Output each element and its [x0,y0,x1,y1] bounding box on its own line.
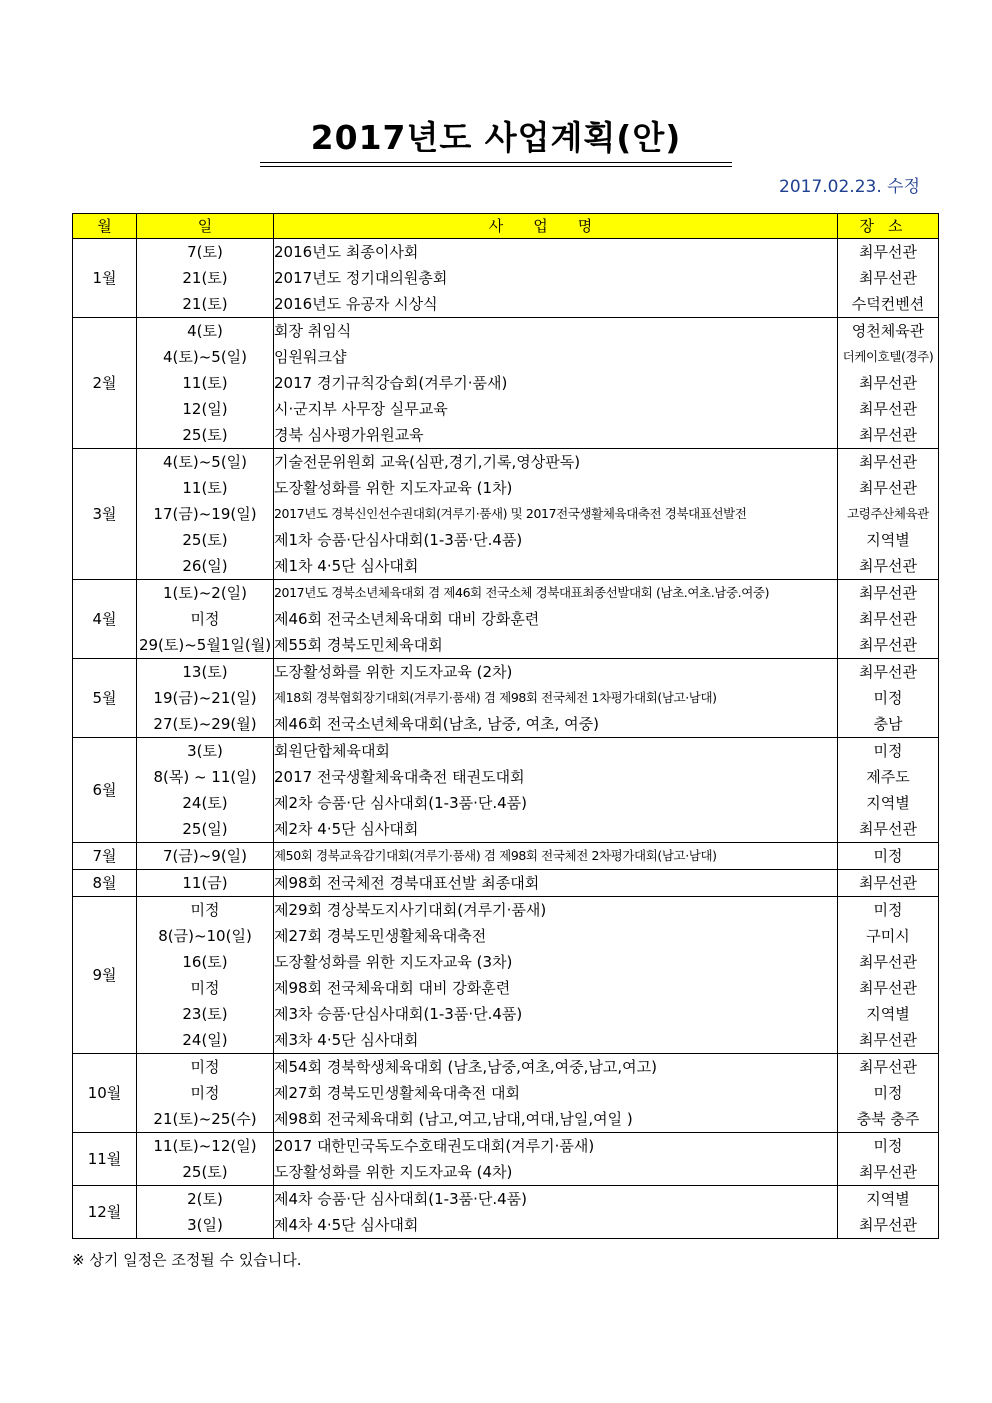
table-header-row [73,214,939,239]
event-cell: 회장 취임식 [274,318,838,345]
event-cell: 도장활성화를 위한 지도자교육 (2차) [274,659,838,686]
table-row [73,265,939,291]
event-cell: 제98회 전국체전 경북대표선발 최종대회 [274,870,838,897]
place-cell: 최무선관 [838,632,939,659]
day-cell: 4(토)~5(일) [137,344,274,370]
day-cell: 7(금)~9(일) [137,843,274,870]
table-row [73,580,939,607]
event-cell: 제2차 4·5단 심사대회 [274,816,838,843]
day-cell: 미정 [137,1054,274,1081]
event-cell: 2017년도 정기대의원총회 [274,265,838,291]
event-cell: 제98회 전국체육대회 (남고,여고,남대,여대,남일,여일 ) [274,1106,838,1133]
table-row [73,1133,939,1160]
place-cell: 최무선관 [838,949,939,975]
event-cell: 제98회 전국체육대회 대비 강화훈련 [274,975,838,1001]
event-cell: 제3차 승품·단심사대회(1-3품·단.4품) [274,1001,838,1027]
day-cell: 11(금) [137,870,274,897]
day-cell: 4(토) [137,318,274,345]
event-cell: 제4차 4·5단 심사대회 [274,1212,838,1239]
table-row [73,1027,939,1054]
event-cell: 제18회 경북협회장기대회(겨루기·품새) 겸 제98회 전국체전 1차평가대회(남고·남대) [274,685,838,711]
event-cell: 2017 전국생활체육대축전 태권도대회 [274,764,838,790]
title-underline-bottom [260,166,732,167]
event-cell: 제55회 경북도민체육대회 [274,632,838,659]
table-row [73,449,939,476]
table-row [73,843,939,870]
place-cell: 최무선관 [838,975,939,1001]
place-cell: 최무선관 [838,396,939,422]
day-cell: 1(토)~2(일) [137,580,274,607]
month-cell: 7월 [73,843,137,870]
event-cell: 2017년도 경북신인선수권대회(겨루기·품새) 및 2017전국생활체육대축전 경북대표선발전 [274,501,838,527]
place-cell: 최무선관 [838,1159,939,1186]
event-cell: 임원워크샵 [274,344,838,370]
table-row [73,738,939,765]
day-cell: 4(토)~5(일) [137,449,274,476]
place-cell: 최무선관 [838,265,939,291]
place-cell: 최무선관 [838,606,939,632]
event-cell: 제29회 경상북도지사기대회(겨루기·품새) [274,897,838,924]
month-cell: 2월 [73,318,137,449]
table-row [73,659,939,686]
place-cell: 구미시 [838,923,939,949]
table-row [73,239,939,266]
day-cell: 25(토) [137,422,274,449]
event-cell: 제3차 4·5단 심사대회 [274,1027,838,1054]
place-cell: 영천체육관 [838,318,939,345]
revision-date: 2017.02.23. 수정 [779,177,920,197]
event-cell: 2017 대한민국독도수호태권도대회(겨루기·품새) [274,1133,838,1160]
table-row [73,606,939,632]
event-cell: 제50회 경북교육감기대회(겨루기·품새) 겸 제98회 전국체전 2차평가대회(남고·남대) [274,843,838,870]
day-cell: 24(토) [137,790,274,816]
table-row [73,975,939,1001]
footnote: ※ 상기 일정은 조정될 수 있습니다. [72,1251,302,1269]
place-cell: 최무선관 [838,370,939,396]
month-cell: 3월 [73,449,137,580]
day-cell: 12(일) [137,396,274,422]
place-cell: 충북 충주 [838,1106,939,1133]
day-cell: 21(토) [137,265,274,291]
month-cell: 1월 [73,239,137,318]
table-row [73,711,939,738]
month-cell: 5월 [73,659,137,738]
day-cell: 11(토) [137,370,274,396]
day-cell: 8(금)~10(일) [137,923,274,949]
month-cell: 9월 [73,897,137,1054]
day-cell: 29(토)~5월1일(월) [137,632,274,659]
place-cell: 충남 [838,711,939,738]
event-cell: 제1차 4·5단 심사대회 [274,553,838,580]
table-row [73,816,939,843]
place-cell: 최무선관 [838,422,939,449]
event-cell: 제46회 전국소년체육대회 대비 강화훈련 [274,606,838,632]
day-cell: 16(토) [137,949,274,975]
event-cell: 2016년도 유공자 시상식 [274,291,838,318]
table-row [73,870,939,897]
table-row [73,1080,939,1106]
table-row [73,396,939,422]
event-cell: 도장활성화를 위한 지도자교육 (4차) [274,1159,838,1186]
table-row [73,527,939,553]
place-cell: 최무선관 [838,816,939,843]
table-row [73,370,939,396]
place-cell: 최무선관 [838,580,939,607]
place-cell: 최무선관 [838,1027,939,1054]
place-cell: 최무선관 [838,553,939,580]
day-cell: 8(목) ~ 11(일) [137,764,274,790]
month-cell: 11월 [73,1133,137,1186]
event-cell: 제27회 경북도민생활체육대축전 [274,923,838,949]
table-row [73,632,939,659]
table-row [73,1159,939,1186]
place-cell: 지역별 [838,1001,939,1027]
schedule-body [73,239,939,1239]
day-cell: 미정 [137,897,274,924]
header-place: 장소 [838,214,939,239]
month-cell: 12월 [73,1186,137,1239]
title-underline-top [260,162,732,163]
day-cell: 24(일) [137,1027,274,1054]
table-row [73,1106,939,1133]
day-cell: 25(일) [137,816,274,843]
event-cell: 경북 심사평가위원교육 [274,422,838,449]
day-cell: 13(토) [137,659,274,686]
month-cell: 8월 [73,870,137,897]
place-cell: 최무선관 [838,449,939,476]
day-cell: 11(토)~12(일) [137,1133,274,1160]
table-row [73,685,939,711]
place-cell: 최무선관 [838,659,939,686]
day-cell: 21(토)~25(수) [137,1106,274,1133]
header-event: 사업명 [274,214,838,239]
month-cell: 4월 [73,580,137,659]
table-row [73,1186,939,1213]
table-row [73,422,939,449]
place-cell: 지역별 [838,527,939,553]
table-row [73,790,939,816]
day-cell: 19(금)~21(일) [137,685,274,711]
event-cell: 제54회 경북학생체육대회 (남초,남중,여초,여중,남고,여고) [274,1054,838,1081]
place-cell: 미정 [838,685,939,711]
place-cell: 최무선관 [838,1212,939,1239]
schedule-table [72,213,939,1239]
place-cell: 미정 [838,897,939,924]
event-cell: 시·군지부 사무장 실무교육 [274,396,838,422]
day-cell: 17(금)~19(일) [137,501,274,527]
place-cell: 수덕컨벤션 [838,291,939,318]
place-cell: 최무선관 [838,239,939,266]
table-row [73,949,939,975]
table-row [73,923,939,949]
table-row [73,475,939,501]
event-cell: 회원단합체육대회 [274,738,838,765]
month-cell: 6월 [73,738,137,843]
table-row [73,1054,939,1081]
table-row [73,764,939,790]
header-month: 월 [73,214,137,239]
event-cell: 기술전문위원회 교육(심판,경기,기록,영상판독) [274,449,838,476]
table-row [73,501,939,527]
day-cell: 3(토) [137,738,274,765]
day-cell: 25(토) [137,1159,274,1186]
event-cell: 도장활성화를 위한 지도자교육 (1차) [274,475,838,501]
event-cell: 2017년도 경북소년체육대회 겸 제46회 전국소체 경북대표최종선발대회 (남초.여초.남중.여중) [274,580,838,607]
event-cell: 제1차 승품·단심사대회(1-3품·단.4품) [274,527,838,553]
day-cell: 21(토) [137,291,274,318]
place-cell: 미정 [838,1133,939,1160]
event-cell: 도장활성화를 위한 지도자교육 (3차) [274,949,838,975]
place-cell: 최무선관 [838,475,939,501]
place-cell: 고령주산체육관 [838,501,939,527]
page-title: 2017년도 사업계획(안) [310,118,682,157]
place-cell: 제주도 [838,764,939,790]
place-cell: 미정 [838,738,939,765]
event-cell: 2016년도 최종이사회 [274,239,838,266]
event-cell: 2017 경기규칙강습회(겨루기·품새) [274,370,838,396]
table-row [73,897,939,924]
table-row [73,1212,939,1239]
header-day: 일 [137,214,274,239]
month-cell: 10월 [73,1054,137,1133]
event-cell: 제46회 전국소년체육대회(남초, 남중, 여초, 여중) [274,711,838,738]
table-row [73,344,939,370]
event-cell: 제2차 승품·단 심사대회(1-3품·단.4품) [274,790,838,816]
day-cell: 27(토)~29(월) [137,711,274,738]
day-cell: 2(토) [137,1186,274,1213]
day-cell: 3(일) [137,1212,274,1239]
table-row [73,291,939,318]
day-cell: 23(토) [137,1001,274,1027]
table-row [73,318,939,345]
day-cell: 26(일) [137,553,274,580]
place-cell: 지역별 [838,1186,939,1213]
table-row [73,553,939,580]
place-cell: 지역별 [838,790,939,816]
place-cell: 미정 [838,1080,939,1106]
day-cell: 7(토) [137,239,274,266]
table-row [73,1001,939,1027]
day-cell: 미정 [137,975,274,1001]
place-cell: 최무선관 [838,870,939,897]
day-cell: 25(토) [137,527,274,553]
place-cell: 최무선관 [838,1054,939,1081]
day-cell: 11(토) [137,475,274,501]
day-cell: 미정 [137,1080,274,1106]
place-cell: 미정 [838,843,939,870]
place-cell: 더케이호텔(경주) [838,344,939,370]
event-cell: 제27회 경북도민생활체육대축전 대회 [274,1080,838,1106]
day-cell: 미정 [137,606,274,632]
event-cell: 제4차 승품·단 심사대회(1-3품·단.4품) [274,1186,838,1213]
